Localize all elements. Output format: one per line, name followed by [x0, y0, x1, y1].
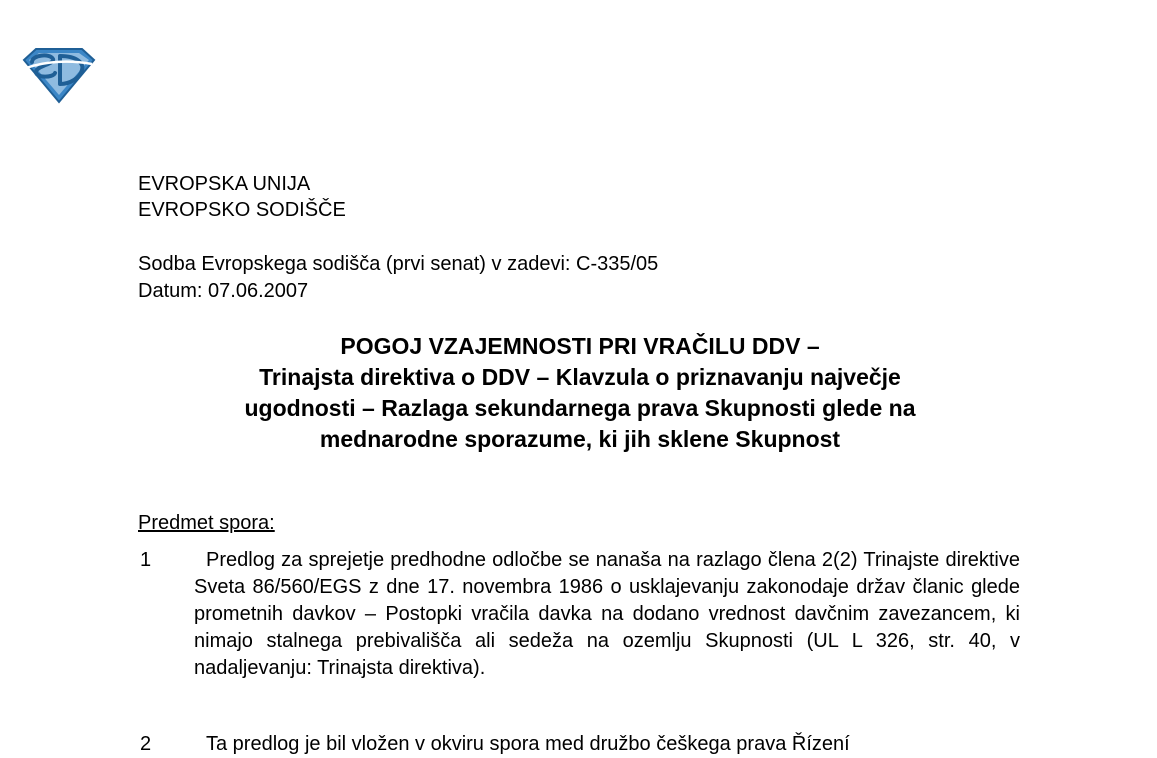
header-court: EVROPSKO SODIŠČE: [138, 199, 346, 221]
title-line-1: POGOJ VZAJEMNOSTI PRI VRAČILU DDV –: [340, 333, 820, 359]
document-title: [140, 331, 1020, 455]
institution-header: [138, 171, 346, 223]
paragraph: [140, 547, 1020, 682]
section-heading: Predmet spora:: [138, 512, 275, 534]
case-date: Datum: 07.06.2007: [138, 280, 309, 302]
paragraph-number: 1: [140, 549, 152, 571]
paragraph-text: Predlog za sprejetje predhodne odločbe se nanaša na razlago člena 2(2) Trinajste direktive Sveta 86/560/EGS z dne 17. novembra 1986 o usklajevanju zakonodaje držav članic glede prometnih davkov – Postopki vračila davka na dodano vrednost davčnim zavezancem, ki nimajo stalnega prebivališča ali sedeža na ozemlju Skupnosti (UL L 326, str. 40, v nadaljevanju: Trinajsta direktiva).: [194, 549, 1020, 679]
title-line-2: Trinajsta direktiva o DDV – Klavzula o priznavanju največje: [259, 364, 901, 390]
paragraph: [140, 731, 1020, 758]
paragraph-text: Ta predlog je bil vložen v okviru spora med družbo češkega prava Řízení: [206, 733, 850, 755]
paragraph-number: 2: [140, 733, 152, 755]
case-reference: Sodba Evropskega sodišča (prvi senat) v zadevi: C-335/05: [138, 253, 659, 275]
title-line-3: ugodnosti – Razlaga sekundarnega prava Skupnosti glede na: [244, 395, 916, 421]
case-info: [138, 251, 658, 305]
court-logo: [22, 46, 96, 104]
header-union: EVROPSKA UNIJA: [138, 173, 311, 195]
title-line-4: mednarodne sporazume, ki jih sklene Skupnost: [319, 426, 841, 452]
sd-shield-logo-icon: [22, 46, 96, 104]
